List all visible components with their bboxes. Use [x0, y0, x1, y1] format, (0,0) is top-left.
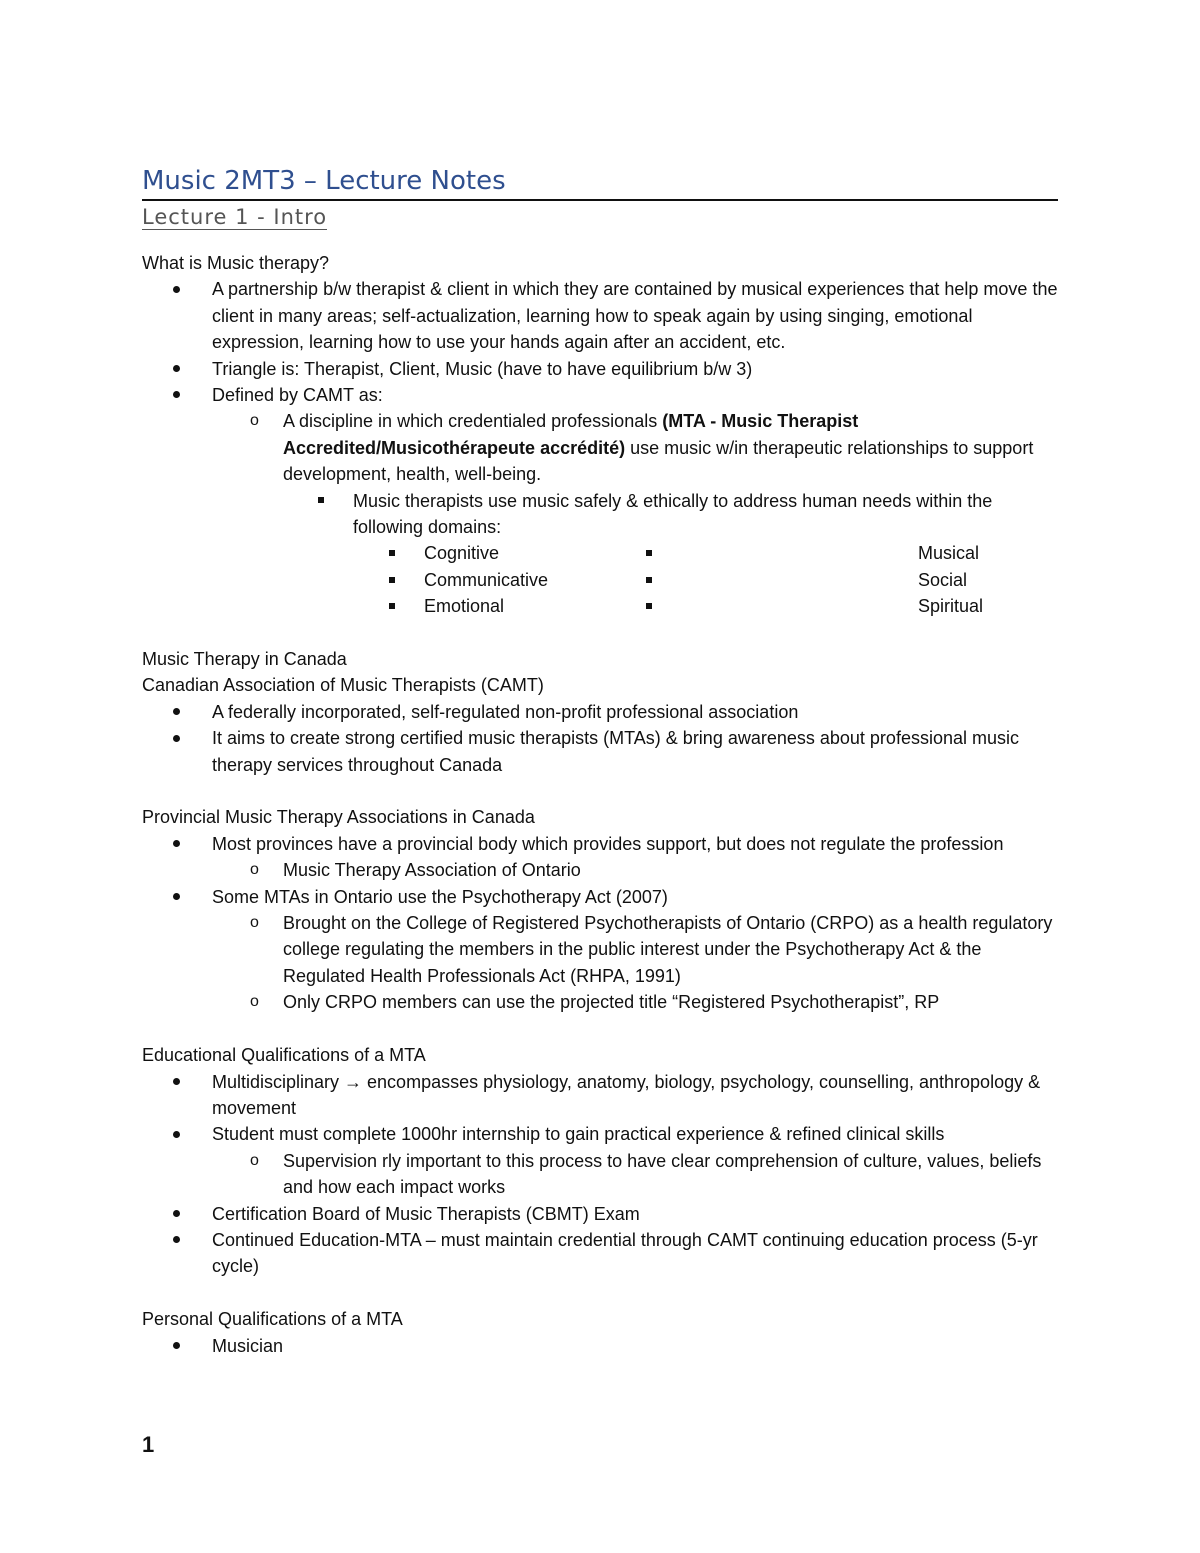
bullet-icon: [173, 884, 180, 910]
list-item-text: Supervision rly important to this process to have clear comprehension of culture, values, beliefs and how each impact works: [283, 1150, 1042, 1198]
section-heading-provincial: Provincial Music Therapy Associations in Canada: [142, 807, 535, 828]
list-item: [142, 1121, 1062, 1147]
section-heading-educational: Educational Qualifications of a MTA: [142, 1045, 426, 1066]
circle-bullet-icon: o: [250, 861, 259, 879]
bullet-list: [142, 1069, 1062, 1280]
camt-definition-pre: A discipline in which credentialed professionals: [283, 411, 663, 432]
lecture-subtitle: [142, 203, 327, 231]
list-item: [142, 910, 1062, 989]
circle-bullet-icon: o: [250, 412, 259, 430]
bullet-list: [142, 699, 1062, 778]
notes-body: [142, 250, 1062, 1359]
bullet-icon: [173, 1227, 180, 1253]
list-item: [142, 857, 1062, 883]
list-item: [142, 989, 1062, 1015]
bullet-icon: [173, 382, 180, 408]
domain-item: Communicative: [424, 569, 549, 590]
bullet-icon: [173, 1333, 180, 1359]
section-heading-canada: Music Therapy in Canada: [142, 649, 347, 670]
bullet-icon: [173, 356, 180, 382]
list-item: [142, 276, 1062, 355]
list-item: [142, 1333, 1062, 1359]
bullet-icon: [173, 831, 180, 857]
domain-item: Social: [918, 569, 968, 590]
list-item: [142, 699, 1062, 725]
lecture-subtitle-text: Lecture 1 - Intro: [142, 205, 328, 229]
list-item-text: Music Therapy Association of Ontario: [283, 860, 581, 881]
list-item-text: Continued Education-MTA – must maintain credential through CAMT continuing education process (5-yr cycle): [212, 1229, 1038, 1277]
circle-bullet-icon: o: [250, 1151, 259, 1169]
list-item: [142, 725, 1062, 778]
bullet-icon: [173, 1069, 180, 1095]
bullet-list: [142, 831, 1062, 1016]
bullet-icon: [173, 725, 180, 751]
list-item-text: Certification Board of Music Therapists (CBMT) Exam: [212, 1203, 640, 1224]
bullet-icon: [173, 276, 180, 302]
camt-definition-bold: (MTA - Music Therapist Accredited/Musicothérapeute accrédité): [283, 411, 859, 458]
list-item-text: Student must complete 1000hr internship to gain practical experience & refined clinical skills: [212, 1124, 945, 1145]
list-item-text: Some MTAs in Ontario use the Psychotherapy Act (2007): [212, 886, 668, 907]
list-item-text: Defined by CAMT as:: [212, 385, 383, 406]
list-item: [142, 488, 1062, 541]
list-item-text: Most provinces have a provincial body which provides support, but does not regulate the profession: [212, 833, 1004, 854]
square-bullet-icon: [389, 567, 395, 593]
list-item: [142, 356, 1062, 382]
list-item-text: A partnership b/w therapist & client in which they are contained by musical experiences that help move the client in many areas; self-actualization, learning how to speak again by using singing, emotional expression, learning how to use your hands again after an accident, etc.: [212, 279, 1058, 353]
square-bullet-icon: [646, 540, 652, 566]
bullet-icon: [173, 1121, 180, 1147]
list-item: [142, 884, 1062, 910]
domain-item: Spiritual: [918, 596, 984, 617]
square-bullet-icon: [389, 540, 395, 566]
list-item: [142, 408, 1062, 487]
domain-row: [142, 567, 1062, 593]
square-bullet-icon: [646, 593, 652, 619]
list-item-text: Music therapists use music safely & ethically to address human needs within the following domains:: [353, 490, 993, 538]
list-item: [142, 1227, 1062, 1280]
list-item: [142, 1069, 1062, 1122]
square-bullet-icon: [646, 567, 652, 593]
section-heading-what-is: What is Music therapy?: [142, 253, 330, 273]
square-bullet-icon: [318, 488, 324, 514]
list-item-text: A federally incorporated, self-regulated non-profit professional association: [212, 701, 799, 722]
page-number: 1: [142, 1432, 155, 1457]
section-subheading-camt: Canadian Association of Music Therapists (CAMT): [142, 675, 544, 696]
list-item: [142, 831, 1062, 857]
list-item: [142, 1148, 1062, 1201]
circle-bullet-icon: o: [250, 993, 259, 1011]
list-item-text: Triangle is: Therapist, Client, Music (have to have equilibrium b/w 3): [212, 358, 753, 379]
section-heading-personal: Personal Qualifications of a MTA: [142, 1309, 403, 1330]
bullet-icon: [173, 699, 180, 725]
domain-item: Emotional: [424, 596, 505, 617]
list-item-text: Brought on the College of Registered Psychotherapists of Ontario (CRPO) as a health regulatory college regulating the members in the public interest under the Psychotherapy Act & the Regulated Health Professionals Act (RHPA, 1991): [283, 913, 1053, 986]
bullet-list: [142, 276, 1062, 540]
list-item-text: Multidisciplinary → encompasses physiology, anatomy, biology, psychology, counselling, anthropology & movement: [212, 1071, 1041, 1118]
domain-row: [142, 593, 1062, 619]
list-item-text: Musician: [212, 1335, 284, 1356]
domain-row: [142, 540, 1062, 566]
circle-bullet-icon: o: [250, 914, 259, 932]
list-item-text: It aims to create strong certified music therapists (MTAs) & bring awareness about professional music therapy services throughout Canada: [212, 728, 1019, 775]
camt-definition-post: use music w/in therapeutic relationships to support development, health, well-being.: [283, 437, 1034, 485]
domain-item: Cognitive: [424, 543, 500, 564]
bullet-list: [142, 1333, 1062, 1359]
domain-item: Musical: [918, 543, 980, 564]
bullet-icon: [173, 1201, 180, 1227]
list-item-text: Only CRPO members can use the projected title “Registered Psychotherapist”, RP: [283, 992, 940, 1013]
square-bullet-icon: [389, 593, 395, 619]
list-item: [142, 1201, 1062, 1227]
document-title: Music 2MT3 – Lecture Notes: [142, 164, 1058, 201]
list-item: [142, 382, 1062, 408]
